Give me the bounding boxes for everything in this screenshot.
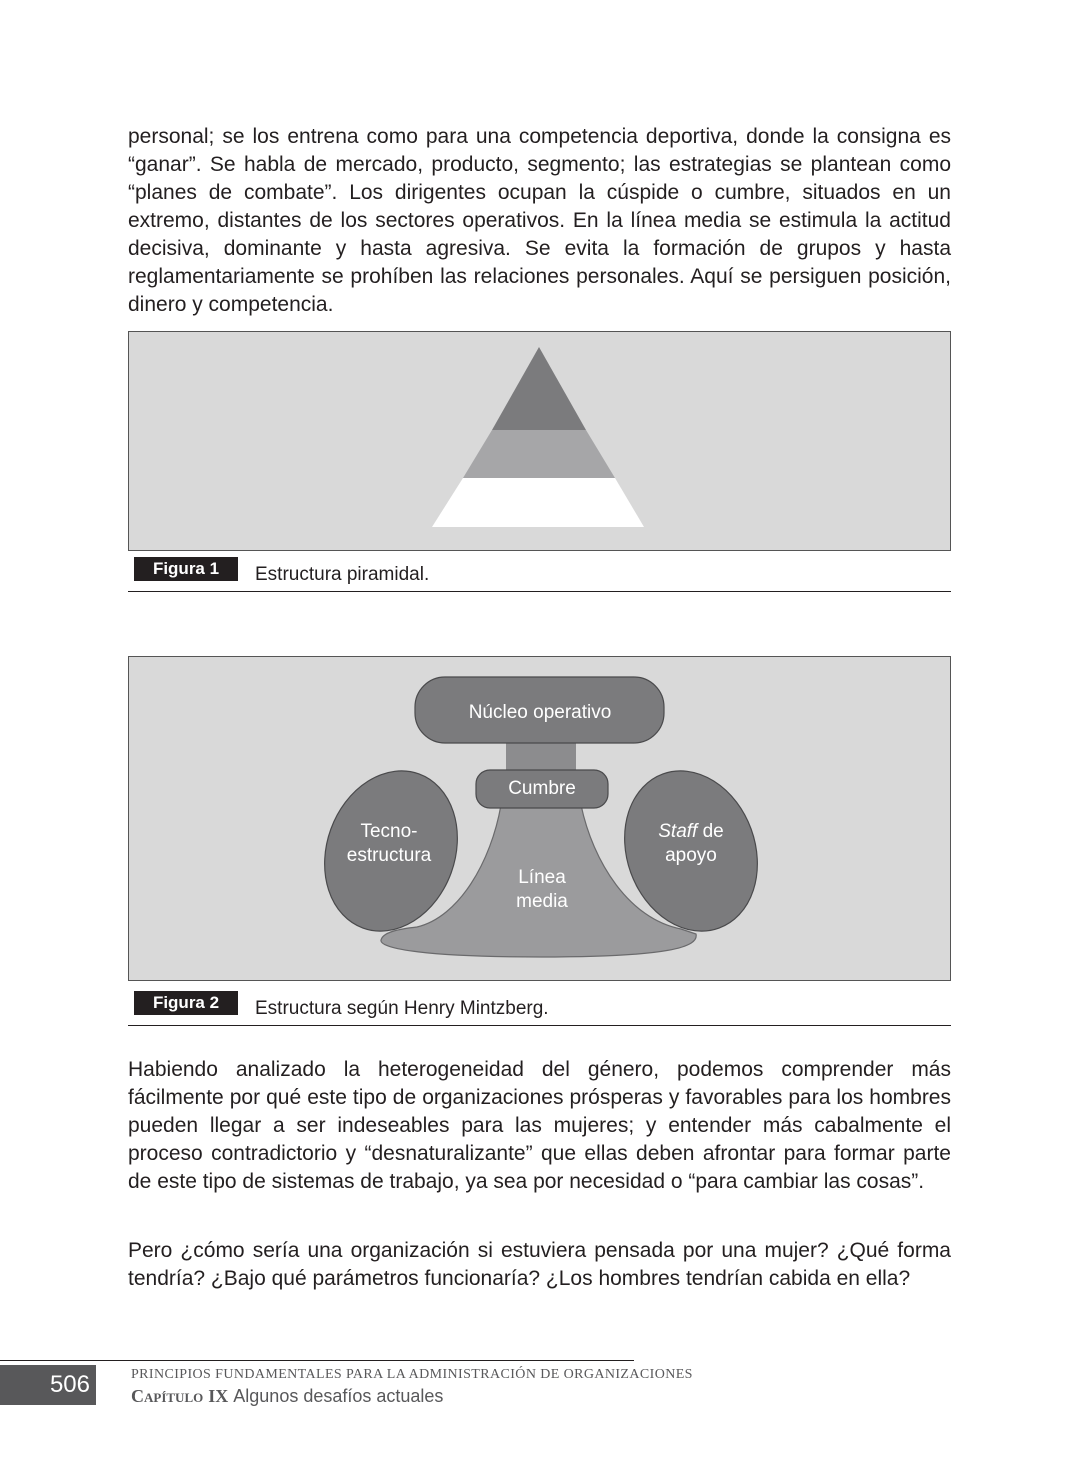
figure-2-mintzberg — [128, 656, 951, 981]
staff-de-word: de — [697, 821, 724, 842]
book-title: PRINCIPIOS FUNDAMENTALES PARA LA ADMINISTRACIÓN DE ORGANIZACIONES — [131, 1367, 693, 1382]
analysis-paragraph: Habiendo analizado la heterogeneidad del género, podemos comprender más fácilmente por qué este tipo de organizaciones prósperas y favorables para los hombres pueden llegar a ser indeseables para las mujeres; y entender más cabalmente el proceso contradictorio y “desnaturalizante” que ellas deben afrontar para formar parte de este tipo de sistemas de trabajo, ya sea por necesidad o “para cambiar las cosas”. — [128, 1058, 951, 1193]
staff-apoyo-label-line2: apoyo — [665, 845, 717, 866]
linea-media-label-line2: media — [516, 891, 568, 912]
figure-1-caption-text: Estructura piramidal. — [255, 564, 430, 585]
figure-1-pyramid — [128, 331, 951, 551]
chapter-title: Algunos desafíos actuales — [233, 1386, 444, 1406]
footer-rule — [0, 1360, 634, 1361]
page-number: 506 — [0, 1365, 96, 1405]
question-paragraph: Pero ¿cómo sería una organización si estuviera pensada por una mujer? ¿Qué forma tendría? ¿Bajo qué parámetros funcionaría? ¿Los hombres tendrían cabida en ella? — [128, 1239, 951, 1290]
intro-paragraph: personal; se los entrena como para una competencia deportiva, donde la consigna es “ganar”. Se habla de mercado, producto, segmento; las estrategias se plantean como “planes de combate”. Los dirigentes ocupan la cúspide o cumbre, situados en un extremo, distantes de los sectores operativos. En la línea media se estimula la actitud decisiva, dominante y hasta agresiva. Se evita la formación de grupos y hasta reglamentariamente se prohíben las relaciones personales. Aquí se persiguen posición, dinero y competencia. — [128, 125, 951, 316]
pyramid-diagram — [129, 332, 950, 550]
cumbre-label: Cumbre — [508, 778, 576, 799]
pyramid-middle-tier — [463, 430, 615, 478]
figure-2-caption-text: Estructura según Henry Mintzberg. — [255, 998, 549, 1019]
chapter-word: Capítulo — [131, 1386, 204, 1406]
tecnoestructura-label-line2: estructura — [346, 845, 432, 866]
chapter-line — [131, 1386, 443, 1407]
staff-word: Staff — [658, 821, 698, 842]
figure-2-caption — [128, 991, 951, 1026]
staff-apoyo-label-line1 — [658, 821, 724, 842]
pyramid-top-tier — [492, 347, 586, 430]
chapter-number: IX — [208, 1386, 229, 1406]
linea-media-label-line1: Línea — [518, 867, 566, 888]
tecnoestructura-label-line1: Tecno- — [360, 821, 418, 842]
figure-1-caption — [128, 557, 951, 592]
mintzberg-diagram — [129, 657, 950, 980]
figure-2-label: Figura 2 — [134, 991, 238, 1015]
nucleo-operativo-label: Núcleo operativo — [468, 702, 612, 723]
pyramid-bottom-tier — [432, 478, 644, 527]
figure-1-label: Figura 1 — [134, 557, 238, 581]
